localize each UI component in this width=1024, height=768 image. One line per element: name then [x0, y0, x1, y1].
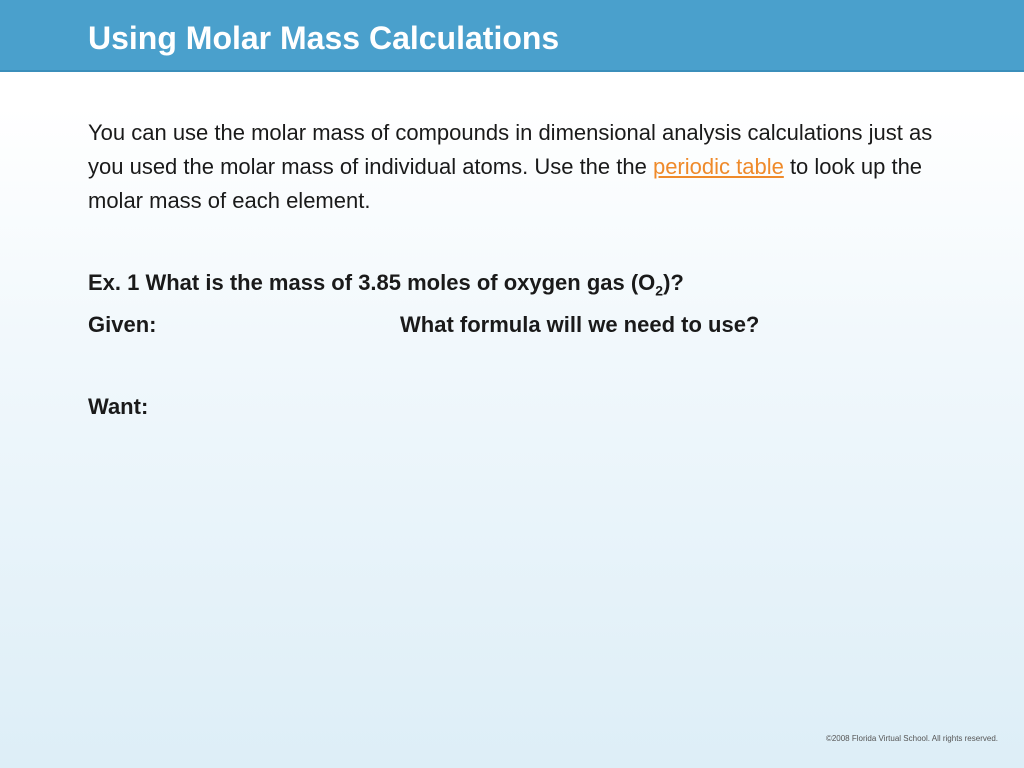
given-label: Given:	[88, 312, 157, 337]
oxygen-subscript: 2	[655, 282, 664, 299]
periodic-table-link[interactable]: periodic table	[652, 154, 784, 179]
copyright-notice: ©2008 Florida Virtual School. All rights reserved.	[825, 734, 998, 743]
intro-text-start: You can use the molar mass of compounds in dimensional analysis calculations just as you used the molar mass of individual atoms. Use the the	[88, 120, 933, 179]
example-question-end: )?	[663, 270, 684, 295]
header-bar	[0, 0, 1024, 72]
formula-question: What formula will we need to use?	[400, 312, 760, 337]
example-question-text: Ex. 1 What is the mass of 3.85 moles of oxygen gas (O	[88, 270, 656, 295]
intro-text-end: to look up the molar mass of each element.	[88, 154, 923, 213]
slide-title: Using Molar Mass Calculations	[88, 20, 560, 56]
intro-paragraph	[88, 116, 948, 218]
example-question	[88, 268, 684, 298]
want-label: Want:	[88, 394, 149, 419]
